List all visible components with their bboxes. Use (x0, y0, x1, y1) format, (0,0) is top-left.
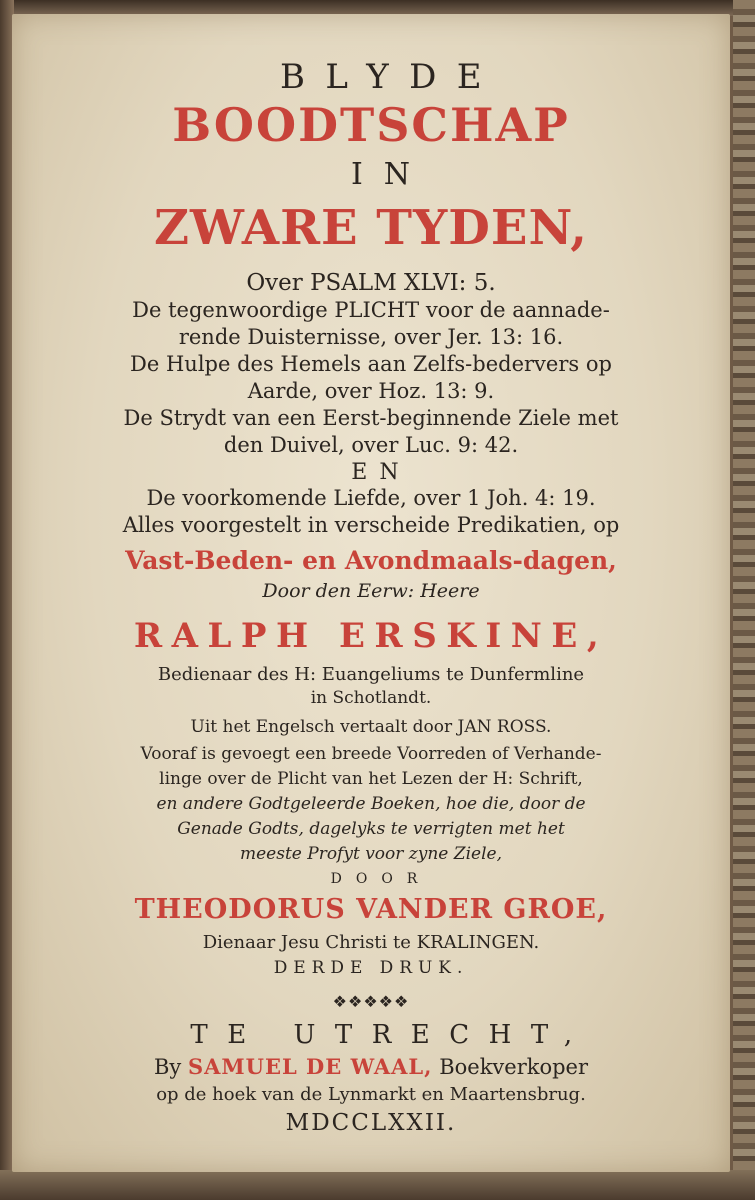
book-edge-bottom (0, 1170, 755, 1200)
psalm-line: Over PSALM XLVI: 5. (246, 270, 496, 296)
en: EN (351, 460, 411, 485)
dienaar-line: Dienaar Jesu Christi te KRALINGEN. (202, 932, 540, 953)
vooraf-line-2: linge over de Plicht van het Lezen der H: Schrift, (159, 769, 583, 789)
blyde: BLYDE (280, 57, 502, 97)
vertaalt-line: Uit het Engelsch vertaalt door JAN ROSS. (190, 717, 552, 737)
author-name: RALPH ERSKINE, (133, 616, 609, 656)
derde-druk: DERDE DRUK. (273, 958, 469, 978)
groe-name: THEODORUS VANDER GROE, (134, 894, 608, 925)
in: IN (350, 157, 432, 192)
vooraf-line-5: meeste Profyt voor zyne Ziele, (240, 844, 502, 864)
alles-line: Alles voorgestelt in verscheide Predikatien, op (122, 513, 620, 537)
plicht-line-1: De tegenwoordige PLICHT voor de aannade- (132, 298, 610, 322)
bedienaar-line-2: in Schotlandt. (310, 688, 432, 708)
printer-name: SAMUEL DE WAAL, (187, 1054, 433, 1079)
vooraf-line-1: Vooraf is gevoegt een breede Voorreden of Verhande- (140, 744, 602, 764)
boodtschap: BOODTSCHAP (172, 98, 570, 152)
strydt-line-1: De Strydt van een Eerst-beginnende Ziele met (123, 406, 619, 430)
strydt-line-2: den Duivel, over Luc. 9: 42. (223, 433, 519, 457)
year-line: MDCCLXXII. (285, 1110, 457, 1136)
hulpe-line-1: De Hulpe des Hemels aan Zelfs-bedervers op (130, 352, 612, 376)
ornament-divider: ❖❖❖❖❖ (332, 992, 410, 1011)
printer-line (12, 1056, 730, 1078)
address-line: op de hoek van de Lynmarkt en Maartensbrug. (156, 1084, 586, 1105)
boekverkoper-label: Boekverkoper (439, 1055, 589, 1079)
bedienaar-line-1: Bedienaar des H: Euangeliums te Dunfermline (157, 664, 585, 685)
vast-beden-line: Vast-Beden- en Avondmaals-dagen, (125, 546, 617, 575)
door: DOOR (330, 871, 432, 887)
door-den-eerw: Door den Eerw: Heere (262, 580, 480, 602)
vooraf-line-3: en andere Godtgeleerde Boeken, hoe die, door de (156, 794, 586, 814)
title-page (12, 14, 730, 1172)
by-label: By (153, 1055, 182, 1079)
zware-tyden: ZWARE TYDEN, (153, 200, 588, 256)
vooraf-line-4: Genade Godts, dagelyks te verrigten met het (177, 819, 565, 839)
te-utrecht: TE UTRECHT, (190, 1020, 592, 1050)
plicht-line-2: rende Duisternisse, over Jer. 13: 16. (178, 325, 564, 349)
hulpe-line-2: Aarde, over Hoz. 13: 9. (247, 379, 495, 403)
liefde-line: De voorkomende Liefde, over 1 Joh. 4: 19. (146, 486, 596, 510)
